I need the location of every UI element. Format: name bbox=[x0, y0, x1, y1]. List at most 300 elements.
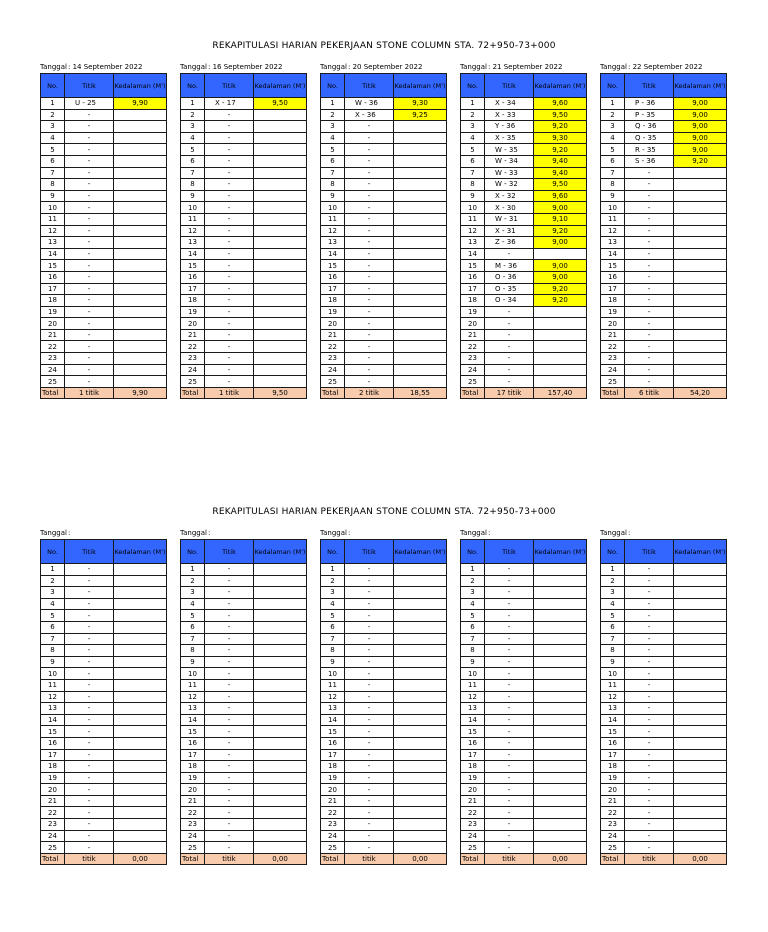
table-row bbox=[181, 98, 307, 110]
cell-no: 22 bbox=[461, 807, 485, 819]
cell-titik: - bbox=[205, 656, 254, 668]
cell-kedalaman bbox=[674, 830, 727, 842]
table-row bbox=[181, 703, 307, 715]
table-row bbox=[601, 703, 727, 715]
cell-titik: - bbox=[205, 167, 254, 179]
cell-kedalaman bbox=[114, 190, 167, 202]
table-row bbox=[321, 155, 447, 167]
cell-titik: - bbox=[345, 668, 394, 680]
cell-no: 9 bbox=[461, 656, 485, 668]
table-row bbox=[461, 819, 587, 831]
cell-no: 15 bbox=[461, 260, 485, 272]
cell-titik: - bbox=[65, 225, 114, 237]
cell-no: 16 bbox=[41, 737, 65, 749]
cell-titik: - bbox=[345, 271, 394, 283]
table-row bbox=[181, 656, 307, 668]
table-row bbox=[321, 364, 447, 376]
table-row bbox=[321, 283, 447, 295]
cell-titik: - bbox=[625, 587, 674, 599]
table-row bbox=[181, 819, 307, 831]
header-no: No. bbox=[181, 540, 205, 564]
cell-kedalaman bbox=[534, 575, 587, 587]
cell-no: 17 bbox=[41, 749, 65, 761]
table-row bbox=[41, 749, 167, 761]
cell-no: 11 bbox=[181, 213, 205, 225]
table-row bbox=[461, 784, 587, 796]
table-header bbox=[181, 74, 307, 98]
cell-titik: Z - 36 bbox=[485, 237, 534, 249]
header-titik: Titik bbox=[345, 74, 394, 98]
table-row bbox=[321, 237, 447, 249]
table-row bbox=[461, 179, 587, 191]
cell-titik: - bbox=[65, 830, 114, 842]
cell-kedalaman bbox=[394, 190, 447, 202]
table-row bbox=[181, 121, 307, 133]
cell-no: 2 bbox=[461, 109, 485, 121]
cell-titik: - bbox=[625, 819, 674, 831]
table-row bbox=[601, 807, 727, 819]
cell-titik: - bbox=[65, 109, 114, 121]
cell-no: 15 bbox=[601, 260, 625, 272]
cell-titik: - bbox=[345, 645, 394, 657]
table-row bbox=[321, 691, 447, 703]
cell-titik: - bbox=[65, 621, 114, 633]
total-titik: titik bbox=[625, 853, 674, 865]
table-row bbox=[321, 109, 447, 121]
table-row bbox=[181, 167, 307, 179]
header-kedalaman: Kedalaman (M') bbox=[674, 74, 727, 98]
cell-titik: - bbox=[485, 248, 534, 260]
date-line bbox=[600, 62, 726, 73]
cell-no: 18 bbox=[601, 761, 625, 773]
cell-no: 18 bbox=[181, 761, 205, 773]
cell-titik: - bbox=[65, 633, 114, 645]
total-row bbox=[321, 387, 447, 399]
total-label: Total bbox=[181, 853, 205, 865]
cell-no: 7 bbox=[461, 633, 485, 645]
cell-no: 1 bbox=[181, 98, 205, 110]
cell-kedalaman bbox=[534, 691, 587, 703]
header-no: No. bbox=[181, 74, 205, 98]
cell-titik: M - 36 bbox=[485, 260, 534, 272]
cell-titik: - bbox=[345, 318, 394, 330]
header-no: No. bbox=[461, 540, 485, 564]
cell-titik: - bbox=[205, 807, 254, 819]
cell-kedalaman bbox=[534, 587, 587, 599]
cell-kedalaman bbox=[674, 564, 727, 576]
cell-no: 11 bbox=[321, 213, 345, 225]
cell-titik: - bbox=[485, 376, 534, 388]
table-row bbox=[41, 668, 167, 680]
header-no: No. bbox=[321, 74, 345, 98]
cell-kedalaman bbox=[394, 341, 447, 353]
cell-titik: - bbox=[485, 830, 534, 842]
cell-no: 9 bbox=[601, 656, 625, 668]
header-titik: Titik bbox=[625, 540, 674, 564]
table-row bbox=[321, 225, 447, 237]
cell-titik: - bbox=[65, 761, 114, 773]
table-row bbox=[601, 329, 727, 341]
total-kedalaman: 157,40 bbox=[534, 387, 587, 399]
cell-no: 1 bbox=[41, 564, 65, 576]
recap-table bbox=[40, 539, 167, 865]
cell-kedalaman bbox=[114, 283, 167, 295]
cell-no: 9 bbox=[181, 190, 205, 202]
table-row bbox=[41, 283, 167, 295]
table-row bbox=[461, 283, 587, 295]
cell-kedalaman bbox=[534, 598, 587, 610]
cell-kedalaman bbox=[394, 144, 447, 156]
cell-kedalaman bbox=[254, 179, 307, 191]
table-row bbox=[41, 633, 167, 645]
cell-no: 1 bbox=[461, 564, 485, 576]
table-row bbox=[181, 213, 307, 225]
table-row bbox=[321, 819, 447, 831]
cell-no: 11 bbox=[461, 213, 485, 225]
cell-kedalaman bbox=[534, 703, 587, 715]
cell-no: 18 bbox=[41, 295, 65, 307]
cell-no: 12 bbox=[461, 225, 485, 237]
cell-no: 5 bbox=[181, 610, 205, 622]
cell-no: 25 bbox=[461, 376, 485, 388]
cell-kedalaman bbox=[254, 353, 307, 365]
cell-no: 21 bbox=[181, 795, 205, 807]
cell-no: 23 bbox=[601, 819, 625, 831]
cell-titik: - bbox=[205, 121, 254, 133]
cell-kedalaman bbox=[254, 190, 307, 202]
cell-no: 23 bbox=[321, 819, 345, 831]
total-kedalaman: 0,00 bbox=[114, 853, 167, 865]
total-label: Total bbox=[41, 853, 65, 865]
table-row bbox=[321, 121, 447, 133]
cell-titik: - bbox=[205, 213, 254, 225]
cell-kedalaman bbox=[254, 109, 307, 121]
cell-titik: - bbox=[625, 842, 674, 854]
table-row bbox=[41, 645, 167, 657]
table-row bbox=[181, 248, 307, 260]
cell-kedalaman bbox=[254, 202, 307, 214]
cell-titik: - bbox=[625, 341, 674, 353]
cell-titik: - bbox=[625, 737, 674, 749]
cell-titik: - bbox=[625, 364, 674, 376]
cell-no: 22 bbox=[41, 341, 65, 353]
cell-titik: - bbox=[625, 179, 674, 191]
cell-titik: - bbox=[625, 784, 674, 796]
table-row bbox=[321, 341, 447, 353]
cell-kedalaman bbox=[254, 260, 307, 272]
cell-no: 12 bbox=[181, 691, 205, 703]
cell-no: 15 bbox=[321, 260, 345, 272]
cell-no: 18 bbox=[181, 295, 205, 307]
cell-titik: - bbox=[485, 633, 534, 645]
cell-titik: - bbox=[205, 248, 254, 260]
cell-titik: - bbox=[625, 283, 674, 295]
table-row bbox=[601, 714, 727, 726]
cell-no: 20 bbox=[41, 784, 65, 796]
table-row bbox=[41, 737, 167, 749]
cell-no: 17 bbox=[321, 749, 345, 761]
table-row bbox=[601, 621, 727, 633]
cell-titik: - bbox=[65, 295, 114, 307]
cell-no: 8 bbox=[601, 645, 625, 657]
table-row bbox=[601, 830, 727, 842]
cell-kedalaman bbox=[394, 575, 447, 587]
cell-kedalaman bbox=[674, 341, 727, 353]
cell-titik: - bbox=[65, 132, 114, 144]
total-kedalaman: 0,00 bbox=[534, 853, 587, 865]
table-row bbox=[181, 726, 307, 738]
table-row bbox=[461, 621, 587, 633]
cell-kedalaman bbox=[534, 248, 587, 260]
table-row bbox=[601, 376, 727, 388]
cell-titik: - bbox=[625, 679, 674, 691]
table-row bbox=[461, 144, 587, 156]
cell-no: 6 bbox=[41, 621, 65, 633]
cell-titik: - bbox=[345, 295, 394, 307]
cell-titik: - bbox=[205, 726, 254, 738]
cell-no: 3 bbox=[321, 121, 345, 133]
cell-kedalaman bbox=[674, 167, 727, 179]
table-header bbox=[601, 74, 727, 98]
table-row bbox=[461, 329, 587, 341]
cell-no: 6 bbox=[601, 155, 625, 167]
cell-titik: - bbox=[625, 225, 674, 237]
recap-table bbox=[180, 73, 307, 399]
cell-titik: - bbox=[205, 144, 254, 156]
cell-no: 24 bbox=[461, 364, 485, 376]
table-row bbox=[181, 795, 307, 807]
cell-kedalaman bbox=[254, 703, 307, 715]
table-row bbox=[41, 260, 167, 272]
daily-sheet bbox=[180, 528, 306, 865]
daily-sheet bbox=[600, 528, 726, 865]
cell-kedalaman bbox=[534, 376, 587, 388]
table-row bbox=[181, 179, 307, 191]
cell-no: 2 bbox=[461, 575, 485, 587]
cell-titik: X - 30 bbox=[485, 202, 534, 214]
cell-titik: - bbox=[345, 341, 394, 353]
cell-no: 10 bbox=[41, 668, 65, 680]
cell-no: 20 bbox=[41, 318, 65, 330]
cell-titik: - bbox=[345, 132, 394, 144]
cell-titik: W - 36 bbox=[345, 98, 394, 110]
cell-kedalaman bbox=[254, 795, 307, 807]
cell-no: 4 bbox=[41, 132, 65, 144]
table-row bbox=[181, 749, 307, 761]
cell-titik: - bbox=[625, 575, 674, 587]
cell-kedalaman bbox=[674, 598, 727, 610]
cell-kedalaman bbox=[254, 132, 307, 144]
cell-no: 5 bbox=[41, 610, 65, 622]
table-row bbox=[461, 306, 587, 318]
cell-no: 25 bbox=[181, 842, 205, 854]
cell-titik: - bbox=[205, 179, 254, 191]
cell-kedalaman bbox=[394, 132, 447, 144]
cell-titik: - bbox=[205, 575, 254, 587]
cell-no: 6 bbox=[321, 155, 345, 167]
header-kedalaman: Kedalaman (M') bbox=[114, 74, 167, 98]
table-header bbox=[181, 540, 307, 564]
cell-titik: - bbox=[625, 691, 674, 703]
header-kedalaman: Kedalaman (M') bbox=[534, 540, 587, 564]
cell-titik: - bbox=[485, 656, 534, 668]
cell-kedalaman bbox=[254, 749, 307, 761]
cell-titik: - bbox=[205, 283, 254, 295]
cell-no: 17 bbox=[41, 283, 65, 295]
cell-no: 22 bbox=[601, 341, 625, 353]
cell-titik: - bbox=[345, 167, 394, 179]
table-row bbox=[321, 737, 447, 749]
cell-titik: - bbox=[345, 691, 394, 703]
date-value: : 16 September 2022 bbox=[208, 63, 283, 71]
header-kedalaman: Kedalaman (M') bbox=[254, 540, 307, 564]
cell-titik: - bbox=[65, 376, 114, 388]
cell-kedalaman bbox=[394, 248, 447, 260]
table-row bbox=[321, 202, 447, 214]
total-label: Total bbox=[601, 853, 625, 865]
cell-kedalaman bbox=[254, 167, 307, 179]
cell-kedalaman: 9,20 bbox=[534, 225, 587, 237]
table-row bbox=[181, 621, 307, 633]
cell-titik: - bbox=[65, 341, 114, 353]
table-row bbox=[461, 109, 587, 121]
cell-no: 18 bbox=[321, 295, 345, 307]
cell-titik: - bbox=[345, 283, 394, 295]
cell-titik: - bbox=[65, 364, 114, 376]
cell-kedalaman: 9,30 bbox=[394, 98, 447, 110]
recap-table bbox=[460, 73, 587, 399]
cell-titik: - bbox=[65, 318, 114, 330]
table-row bbox=[41, 190, 167, 202]
cell-titik: W - 35 bbox=[485, 144, 534, 156]
table-row bbox=[321, 830, 447, 842]
date-label: Tanggal bbox=[460, 63, 487, 71]
date-label: Tanggal bbox=[600, 63, 627, 71]
cell-titik: - bbox=[205, 679, 254, 691]
cell-titik: - bbox=[345, 564, 394, 576]
table-row bbox=[461, 645, 587, 657]
table-row bbox=[41, 341, 167, 353]
table-row bbox=[321, 98, 447, 110]
table-header bbox=[41, 540, 167, 564]
cell-kedalaman: 9,00 bbox=[674, 98, 727, 110]
cell-titik: - bbox=[485, 807, 534, 819]
table-row bbox=[41, 237, 167, 249]
table-row bbox=[601, 761, 727, 773]
cell-no: 8 bbox=[181, 179, 205, 191]
header-titik: Titik bbox=[205, 540, 254, 564]
cell-no: 13 bbox=[461, 237, 485, 249]
cell-titik: - bbox=[345, 703, 394, 715]
cell-titik: - bbox=[65, 306, 114, 318]
table-row bbox=[321, 329, 447, 341]
cell-kedalaman bbox=[254, 329, 307, 341]
table-row bbox=[321, 784, 447, 796]
cell-titik: - bbox=[205, 842, 254, 854]
table-row bbox=[41, 575, 167, 587]
table-row bbox=[181, 668, 307, 680]
cell-titik: S - 36 bbox=[625, 155, 674, 167]
table-row bbox=[601, 213, 727, 225]
cell-no: 10 bbox=[181, 668, 205, 680]
cell-no: 2 bbox=[321, 575, 345, 587]
total-label: Total bbox=[461, 853, 485, 865]
cell-titik: - bbox=[345, 772, 394, 784]
table-row bbox=[321, 633, 447, 645]
table-row bbox=[461, 633, 587, 645]
table-row bbox=[601, 598, 727, 610]
cell-kedalaman bbox=[114, 341, 167, 353]
cell-kedalaman bbox=[254, 306, 307, 318]
cell-titik: - bbox=[65, 144, 114, 156]
cell-no: 2 bbox=[601, 575, 625, 587]
date-value: : 14 September 2022 bbox=[68, 63, 143, 71]
cell-no: 6 bbox=[41, 155, 65, 167]
cell-kedalaman bbox=[254, 679, 307, 691]
table-row bbox=[461, 761, 587, 773]
cell-titik: X - 32 bbox=[485, 190, 534, 202]
cell-no: 21 bbox=[321, 329, 345, 341]
cell-no: 4 bbox=[601, 132, 625, 144]
table-row bbox=[461, 691, 587, 703]
cell-no: 6 bbox=[601, 621, 625, 633]
cell-kedalaman bbox=[534, 364, 587, 376]
header-titik: Titik bbox=[485, 74, 534, 98]
cell-titik: - bbox=[485, 784, 534, 796]
cell-titik: - bbox=[625, 610, 674, 622]
cell-titik: - bbox=[65, 749, 114, 761]
cell-kedalaman bbox=[674, 213, 727, 225]
cell-no: 10 bbox=[461, 668, 485, 680]
cell-kedalaman bbox=[674, 737, 727, 749]
table-row bbox=[181, 155, 307, 167]
cell-no: 16 bbox=[461, 271, 485, 283]
cell-titik: - bbox=[625, 306, 674, 318]
cell-no: 12 bbox=[461, 691, 485, 703]
cell-no: 7 bbox=[321, 633, 345, 645]
cell-titik: - bbox=[205, 598, 254, 610]
cell-no: 12 bbox=[41, 691, 65, 703]
cell-kedalaman bbox=[394, 155, 447, 167]
cell-kedalaman: 9,40 bbox=[534, 155, 587, 167]
cell-kedalaman bbox=[674, 248, 727, 260]
cell-kedalaman bbox=[534, 329, 587, 341]
cell-titik: - bbox=[65, 598, 114, 610]
table-row bbox=[601, 155, 727, 167]
cell-titik: - bbox=[205, 237, 254, 249]
table-row bbox=[601, 225, 727, 237]
date-value: : 20 September 2022 bbox=[348, 63, 423, 71]
cell-kedalaman bbox=[254, 807, 307, 819]
cell-no: 3 bbox=[41, 121, 65, 133]
cell-kedalaman bbox=[394, 213, 447, 225]
cell-no: 9 bbox=[461, 190, 485, 202]
cell-kedalaman bbox=[534, 807, 587, 819]
date-line bbox=[460, 528, 586, 539]
cell-kedalaman bbox=[534, 306, 587, 318]
cell-titik: - bbox=[625, 633, 674, 645]
table-row bbox=[41, 295, 167, 307]
table-row bbox=[321, 564, 447, 576]
cell-kedalaman bbox=[394, 830, 447, 842]
date-line bbox=[460, 62, 586, 73]
cell-titik: - bbox=[485, 364, 534, 376]
cell-titik: - bbox=[625, 213, 674, 225]
cell-titik: - bbox=[625, 376, 674, 388]
table-row bbox=[41, 726, 167, 738]
header-titik: Titik bbox=[485, 540, 534, 564]
cell-no: 24 bbox=[41, 364, 65, 376]
